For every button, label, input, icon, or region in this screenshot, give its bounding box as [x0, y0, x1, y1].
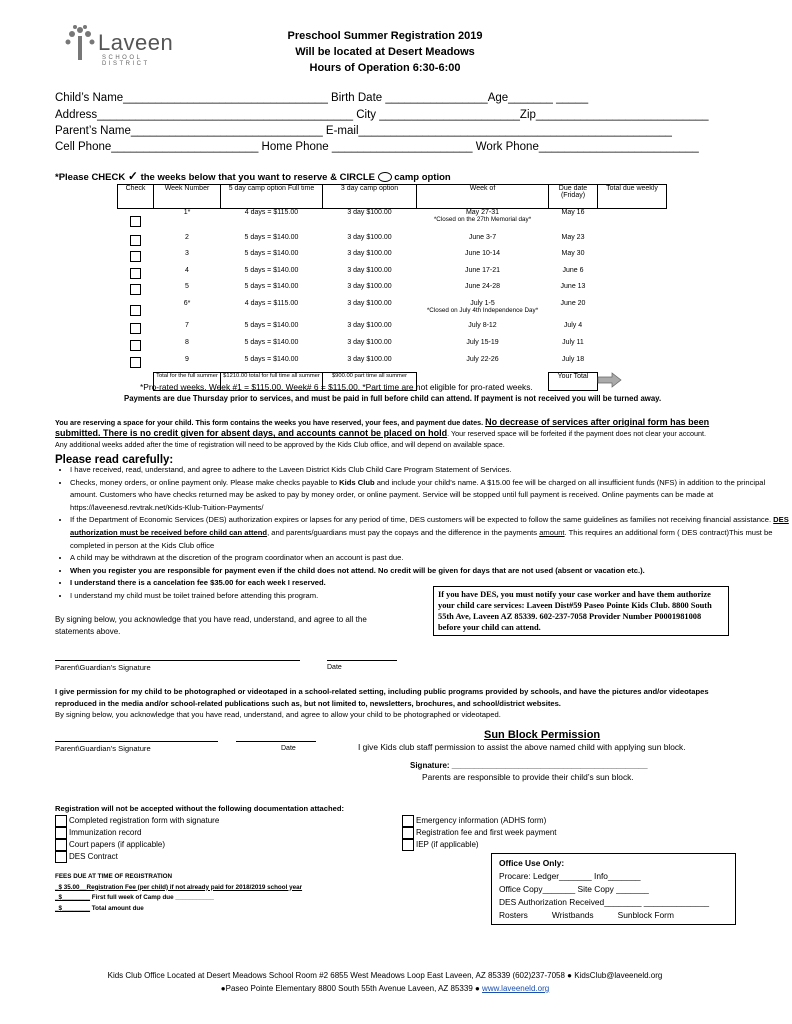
list-item: • Checks, money orders, or online payment only. Please make checks payable to Kids Club and include your child’s name. A $15.00 fee will be charged on all insufficient funds (NFS) in addition to the principal amount. Customers who have checks returned may be asked to pay by money order, or online payment. Service will be stopped until full payment is received. Online payments can be made at https://laveenesd.revtrak.net/Kids-Klub-Tuition-Payments/	[70, 477, 792, 515]
week-of: July 15-19	[466, 338, 499, 346]
week-note: *Closed on July 4th Independence Day*	[426, 306, 539, 314]
table-row	[118, 250, 667, 267]
website-link[interactable]: www.laveeneld.org	[482, 984, 550, 993]
office-line: Procare: Ledger_______ Info_______	[499, 871, 641, 881]
docs-right-list	[402, 815, 557, 851]
list-item[interactable]: Emergency information (ADHS form)	[402, 815, 557, 827]
title-line-2: Will be located at Desert Meadows	[295, 46, 475, 58]
week-7-checkbox[interactable]	[130, 323, 141, 334]
three-day-option[interactable]: 3 day $100.00	[347, 355, 392, 363]
five-day-option[interactable]: 4 days = $115.00	[244, 209, 299, 216]
list-item: • When you register you are responsible for payment even if the child does not attend. No credit will be given for days that are not used (absent or vacation etc.).	[70, 565, 792, 578]
checkmark-icon: ✓	[127, 169, 138, 183]
sunblock-title: Sun Block Permission	[484, 729, 601, 741]
total-cell[interactable]	[598, 322, 667, 339]
date-label: Date	[327, 664, 342, 671]
logo-word: Laveen	[98, 30, 174, 55]
des-notice-box: If you have DES, you must notify your case worker and have them authorize your child care services: Laveen Dist#59 Paseo Pointe Kids Club. 8800 South 55th Ave, Laveen AZ 85339. 602-237-7058 Provider Number P0001981008 before your child can attend.	[433, 586, 729, 636]
week-number: 5	[185, 282, 189, 290]
title-line-3: Hours of Operation 6:30-6:00	[309, 62, 461, 74]
table-row	[118, 339, 667, 356]
fees-block	[55, 872, 302, 914]
week-3-checkbox[interactable]	[130, 251, 141, 262]
three-day-option[interactable]: 3 day $100.00	[347, 266, 392, 274]
weeks-table	[117, 184, 667, 391]
table-row	[118, 267, 667, 283]
check-instruction: *Please CHECK ✓ the weeks below that you want to reserve & CIRCLE camp option	[55, 169, 451, 183]
total-cell[interactable]	[598, 283, 667, 300]
col-total-due: Total due weekly	[598, 185, 667, 209]
doc-checkbox[interactable]	[55, 827, 67, 839]
sunblock-text: I give Kids club staff permission to assist the above named child with applying sun block.	[358, 742, 686, 752]
list-item: • A child may be withdrawn at the discretion of the program coordinator when an account is past due.	[70, 552, 792, 565]
title-line-1: Preschool Summer Registration 2019	[287, 30, 483, 42]
col-due-date: Due date (Friday)	[549, 185, 598, 209]
sign-acknowledgement: By signing below, you acknowledge that you have read, understand, and agree to all the statements above.	[55, 615, 367, 636]
week-number: 6*	[183, 299, 191, 307]
list-item[interactable]: Immunization record	[55, 827, 219, 839]
sunblock-signature[interactable]: Signature: ____________________________________________	[410, 761, 648, 770]
total-cell[interactable]	[598, 300, 667, 322]
list-item: • If the Department of Economic Services (DES) authorization expires or lapses for any period of time, DES customers will be expected to follow the same guidelines as families not receiving financial assistance. DES authorization must be received before child can attend, and parents/guardians must pay the copays and the difference in the payments amount. This requires an additional form ( DES contract)This must be completed in person at the Kids Club office	[70, 514, 792, 552]
total-cell[interactable]	[598, 234, 667, 250]
footer-line-1: Kids Club Office Located at Desert Meadows School Room #2 6855 West Meadows Loop East Laveen, AZ 85339 (602)237-7058 ● KidsClub@laveeneld.org	[107, 971, 663, 980]
week-number: 9	[185, 355, 189, 363]
three-day-option[interactable]: 3 day $100.00	[347, 299, 392, 307]
total-five-day: $1210.00 total for full time all summer	[221, 373, 323, 391]
due-date: June 13	[560, 282, 586, 290]
three-day-option[interactable]: 3 day $100.00	[347, 233, 392, 241]
three-day-option[interactable]: 3 day $100.00	[347, 338, 392, 346]
office-line: Office Copy_______ Site Copy _______	[499, 884, 649, 894]
doc-checkbox[interactable]	[55, 839, 67, 851]
col-five-day: 5 day camp option Full time	[221, 185, 323, 209]
docs-title: Registration will not be accepted without the following documentation attached:	[55, 804, 344, 813]
docs-left-list	[55, 815, 219, 863]
doc-checkbox[interactable]	[402, 827, 414, 839]
arrow-icon	[598, 373, 667, 391]
five-day-option[interactable]: 5 days = $140.00	[244, 338, 299, 346]
total-label: Total for the full summer	[154, 373, 221, 391]
list-item[interactable]: Completed registration form with signature	[55, 815, 219, 827]
office-line: DES Authorization Received________ ______________	[499, 897, 710, 907]
fees-title: FEES DUE AT TIME OF REGISTRATION	[55, 873, 173, 880]
week-number: 3	[185, 249, 189, 257]
three-day-option[interactable]: 3 day $100.00	[347, 209, 392, 216]
col-week-number: Week Number	[154, 185, 221, 209]
read-carefully-heading: Please read carefully:	[55, 454, 174, 466]
phone-line[interactable]: Cell Phone_______________________ Home Phone ______________________ Work Phone_________________________	[55, 141, 699, 153]
doc-checkbox[interactable]	[55, 815, 67, 827]
col-week-of: Week of	[417, 185, 549, 209]
prorate-note: *Pro-rated weeks. Week #1 = $115.00, Week# 6 = $115.00, *Part time are not eligible for pro-rated weeks.	[140, 382, 533, 392]
total-cell[interactable]	[598, 209, 667, 234]
parent-name-line[interactable]: Parent’s Name______________________________ E-mail_________________________________________________	[55, 125, 672, 137]
week-number: 2	[185, 233, 189, 241]
date-line[interactable]	[327, 660, 397, 661]
office-line: Rosters Wristbands Sunblock Form	[499, 910, 674, 920]
week-of: July 8-12	[468, 321, 497, 329]
col-check: Check	[118, 185, 154, 209]
due-date: July 4	[563, 321, 583, 329]
list-item: • I understand there is a cancelation fee $35.00 for each week I reserved.	[70, 577, 792, 590]
week-5-checkbox[interactable]	[130, 284, 141, 295]
fee-row: _$________ First full week of Camp due ___________	[55, 894, 214, 901]
date-label: Date	[281, 745, 296, 752]
table-row	[118, 322, 667, 339]
table-row	[118, 234, 667, 250]
child-name-line[interactable]: Child’s Name________________________________ Birth Date ________________Age_______ _____	[55, 92, 589, 104]
photo-permission: I give permission for my child to be photographed or videotaped in a school-related setting, including public programs provided by schools, and have the pictures and/or videotapes reproduced in the media and/or school-related publications such as, but not limited to, newsletters, brochures, and school/district websites.	[55, 687, 709, 708]
three-day-option[interactable]: 3 day $100.00	[347, 321, 392, 329]
logo-subtitle: SCHOOL DISTRICT	[102, 55, 150, 67]
five-day-option[interactable]: 5 days = $140.00	[244, 282, 299, 290]
three-day-option[interactable]: 3 day $100.00	[347, 282, 392, 290]
week-number: 7	[185, 321, 189, 329]
date-line[interactable]	[236, 741, 316, 742]
five-day-option[interactable]: 4 days = $115.00	[244, 299, 299, 307]
signature-label: Parent\Guardian’s Signature	[55, 663, 151, 672]
table-header-row	[118, 185, 667, 209]
reserving-paragraph: You are reserving a space for your child. This form contains the weeks you have reserved, your fees, and payment due dates. No decrease of services after original form has been submitted. There is no credit given for absent days, and accounts cannot be placed on hold. Your reserved space will be forfeited if the payment does not clear your account. Any additional weeks added after the time of registration will need to be approved by the Kids Club office, and will depend on available space.	[55, 417, 710, 449]
doc-checkbox[interactable]	[55, 851, 67, 863]
list-item: • I understand my child must be toilet trained before attending this program.	[70, 590, 792, 603]
table-row	[118, 283, 667, 300]
week-number: 4	[185, 266, 189, 274]
due-date: July 11	[562, 338, 584, 346]
week-of: July 22-26	[466, 355, 499, 363]
total-cell[interactable]	[598, 267, 667, 283]
week-2-checkbox[interactable]	[130, 235, 141, 246]
list-item[interactable]: DES Contract	[55, 851, 219, 863]
five-day-option[interactable]: 5 days = $140.00	[244, 321, 299, 329]
five-day-option[interactable]: 5 days = $140.00	[244, 355, 299, 363]
due-date: June 6	[562, 266, 584, 274]
week-of: June 24-28	[464, 282, 501, 290]
office-title: Office Use Only:	[499, 858, 565, 868]
week-number: 1*	[183, 209, 191, 216]
list-item[interactable]: Registration fee and first week payment	[402, 827, 557, 839]
signature-line[interactable]	[55, 741, 218, 742]
table-row	[118, 356, 667, 373]
five-day-option[interactable]: 5 days = $140.00	[244, 249, 299, 257]
photo-acknowledgement: By signing below, you acknowledge that you have read, understand, and agree to allow your child to be photographed or videotaped.	[55, 710, 501, 719]
total-three-day: $900.00 part time all summer	[323, 373, 417, 391]
sunblock-note: Parents are responsible to provide their child’s sun block.	[422, 772, 634, 782]
terms-list	[14, 464, 792, 603]
doc-checkbox[interactable]	[402, 839, 414, 851]
week-of: May 27-31	[465, 209, 500, 216]
week-4-checkbox[interactable]	[130, 268, 141, 279]
week-of: June 3-7	[468, 233, 497, 241]
week-of: June 10-14	[464, 249, 501, 257]
week-note: *Closed on the 27th Memorial day*	[433, 216, 532, 223]
list-item[interactable]: IEP (if applicable)	[402, 839, 557, 851]
five-day-option[interactable]: 5 days = $140.00	[244, 266, 299, 274]
signature-line[interactable]	[55, 660, 300, 661]
week-9-checkbox[interactable]	[130, 357, 141, 368]
table-row	[118, 209, 667, 234]
fee-row: _$________ Total amount due	[55, 904, 144, 912]
week-6-checkbox[interactable]	[130, 305, 141, 316]
fee-row: _$ 35.00__Registration Fee (per child) if not already paid for 2018/2019 school year	[55, 883, 303, 891]
your-total-cell: Your Total	[549, 373, 598, 391]
week-of: July 1-5	[470, 299, 495, 307]
list-item: • I have received, read, understand, and agree to adhere to the Laveen District Kids Club Child Care Program Statement of Services.	[70, 464, 792, 477]
due-date: May 30	[561, 249, 585, 257]
due-date: May 16	[561, 209, 585, 216]
circle-icon	[378, 172, 392, 182]
total-cell[interactable]	[598, 250, 667, 267]
week-number: 8	[185, 338, 189, 346]
due-date: June 20	[560, 299, 586, 307]
week-of: June 17-21	[464, 266, 501, 274]
total-cell[interactable]	[598, 356, 667, 373]
due-date: May 23	[561, 233, 585, 241]
five-day-option[interactable]: 5 days = $140.00	[244, 233, 299, 241]
three-day-option[interactable]: 3 day $100.00	[347, 249, 392, 257]
doc-checkbox[interactable]	[402, 815, 414, 827]
due-date: July 18	[561, 355, 585, 363]
week-1-checkbox[interactable]	[130, 216, 141, 227]
week-8-checkbox[interactable]	[130, 340, 141, 351]
col-three-day: 3 day camp option	[323, 185, 417, 209]
payments-note: Payments are due Thursday prior to services, and must be paid in full before child can attend. If payment is not received you will be turned away.	[124, 394, 662, 403]
footer-line-2: ●Paseo Pointe Elementary 8800 South 55th Avenue Laveen, AZ 85339 ● www.laveeneld.org	[220, 984, 550, 993]
signature-label: Parent\Guardian’s Signature	[55, 744, 151, 753]
address-line[interactable]: Address________________________________________ City ______________________Zip___________________________	[55, 109, 709, 121]
total-cell[interactable]	[598, 339, 667, 356]
office-use-box	[491, 853, 736, 925]
list-item[interactable]: Court papers (if applicable)	[55, 839, 219, 851]
table-row	[118, 300, 667, 322]
